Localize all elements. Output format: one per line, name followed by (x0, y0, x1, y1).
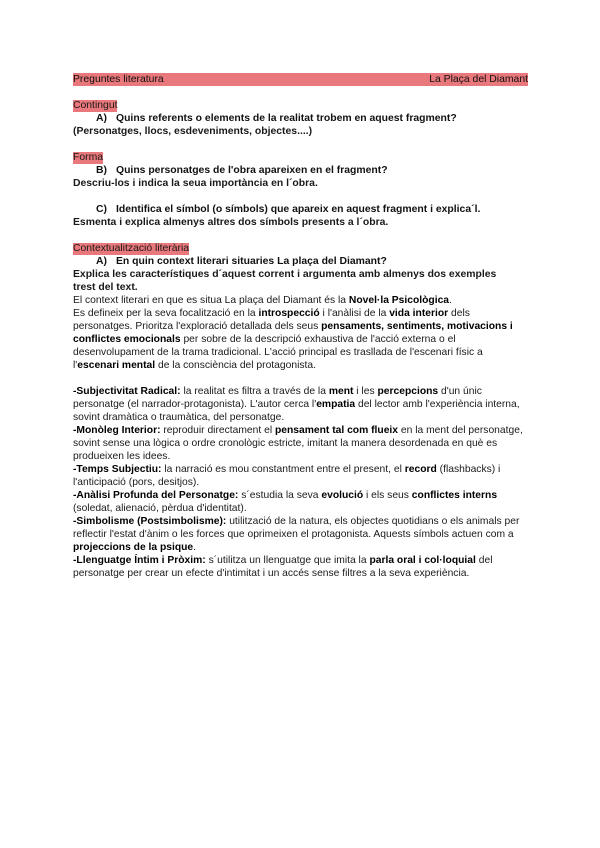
document-content (73, 73, 528, 580)
question-c-continuation: Esmenta i explica almenys altres dos símbols presents a l´obra. (73, 217, 389, 228)
trait-item (73, 554, 528, 580)
question-a2-continuation-2: trest del text. (73, 282, 138, 293)
trait-text: s´estudia la seva (238, 490, 322, 501)
question-a1-continuation: (Personatges, llocs, esdeveniments, objectes....) (73, 126, 313, 137)
trait-title: -Monòleg Interior: (73, 425, 161, 436)
trait-emphasis: pensament tal com flueix (274, 425, 399, 436)
trait-emphasis: percepcions (377, 386, 439, 397)
section-heading-context: Contextualització literària (73, 243, 190, 254)
trait-text: del personatge per crear un efecte d'intimitat i un accés sense filtres a la seva experiència. (73, 555, 493, 579)
question-b: B) Quins personatges de l'obra apareixen en el fragment? (96, 165, 388, 176)
trait-text: (flashbacks) i l'anticipació (pors, desitjos). (73, 464, 501, 488)
section-heading-forma: Forma (73, 152, 104, 163)
trait-item (73, 385, 528, 424)
section-heading-contingut: Contingut (73, 100, 118, 111)
trait-text: s´utilitza un llenguatge que imita la (205, 555, 370, 566)
trait-title: -Simbolisme (Postsimbolisme): (73, 516, 227, 527)
traits-list (73, 385, 528, 580)
trait-text: d'un únic personatge (el narrador-protagonista). L'autor cerca l' (73, 386, 482, 410)
trait-text: (soledat, alienació, pèrdua d'identitat). (73, 503, 247, 514)
trait-text: en la ment del personatge, sovint sense una lògica o ordre cronològic estricte, imitant la manera desordenada en què es produeixen les idees. (73, 425, 523, 462)
trait-emphasis: ment (328, 386, 354, 397)
trait-title: -Llenguatge Íntim i Pròxim: (73, 555, 206, 566)
question-a2-continuation-1: Explica les característiques d´aquest corrent i argumenta amb almenys dos exemples (73, 269, 497, 280)
trait-text: la realitat es filtra a través de la (180, 386, 329, 397)
header-band (73, 73, 528, 86)
answer-paragraph-2: Es defineix per la seva focalització en la introspecció i l'anàlisi de la vida interior dels personatges. Prioritza l'exploració detallada dels seus pensaments, sentiments, motivacions i conflictes emocionals per sobre de la descripció exhaustiva de l'acció externa o el desenvolupament de la trama tradicional. L'acció principal es trasllada de l'escenari físic a l'escenari mental de la consciència del protagonista. (73, 308, 513, 371)
header-left: Preguntes literatura (73, 74, 164, 85)
question-b-continuation: Descriu-los i indica la seua importància en l´obra. (73, 178, 318, 189)
trait-text: utilització de la natura, els objectes quotidians o els animals per reflectir l'estat d'ànim o les forces que oprimeixen el protagonista. Aquests símbols actuen com a (73, 516, 520, 540)
section-context (73, 242, 528, 255)
answer-paragraph-1: El context literari en que es situa La plaça del Diamant és la Novel·la Psicològica. (73, 295, 452, 306)
trait-emphasis: evolució (321, 490, 364, 501)
trait-text: . (193, 542, 197, 553)
trait-item (73, 515, 528, 554)
trait-emphasis: projeccions de la psique (73, 542, 194, 553)
section-contingut (73, 99, 528, 112)
trait-text: reproduir directament el (160, 425, 275, 436)
question-a2: A) En quin context literari situaries La plaça del Diamant? (96, 256, 387, 267)
question-a1: A) Quins referents o elements de la realitat trobem en aquest fragment? (96, 113, 457, 124)
trait-item (73, 424, 528, 463)
trait-title: -Anàlisi Profunda del Personatge: (73, 490, 239, 501)
question-c: C) Identifica el símbol (o símbols) que apareix en aquest fragment i explica´l. (96, 204, 481, 215)
trait-emphasis: record (404, 464, 437, 475)
trait-text: del lector amb l'experiència interna, sovint dramàtica o traumàtica, del personatge. (73, 399, 520, 423)
section-forma (73, 151, 528, 164)
trait-emphasis: parla oral i col·loquial (369, 555, 476, 566)
trait-emphasis: conflictes interns (411, 490, 498, 501)
trait-text: i les (353, 386, 378, 397)
trait-text: la narració es mou constantment entre el present, el (161, 464, 405, 475)
trait-emphasis: empatia (316, 399, 356, 410)
trait-title: -Temps Subjectiu: (73, 464, 162, 475)
trait-item (73, 463, 528, 489)
trait-text: i els seus (363, 490, 412, 501)
header-right: La Plaça del Diamant (429, 74, 528, 85)
trait-title: -Subjectivitat Radical: (73, 386, 181, 397)
trait-item (73, 489, 528, 515)
